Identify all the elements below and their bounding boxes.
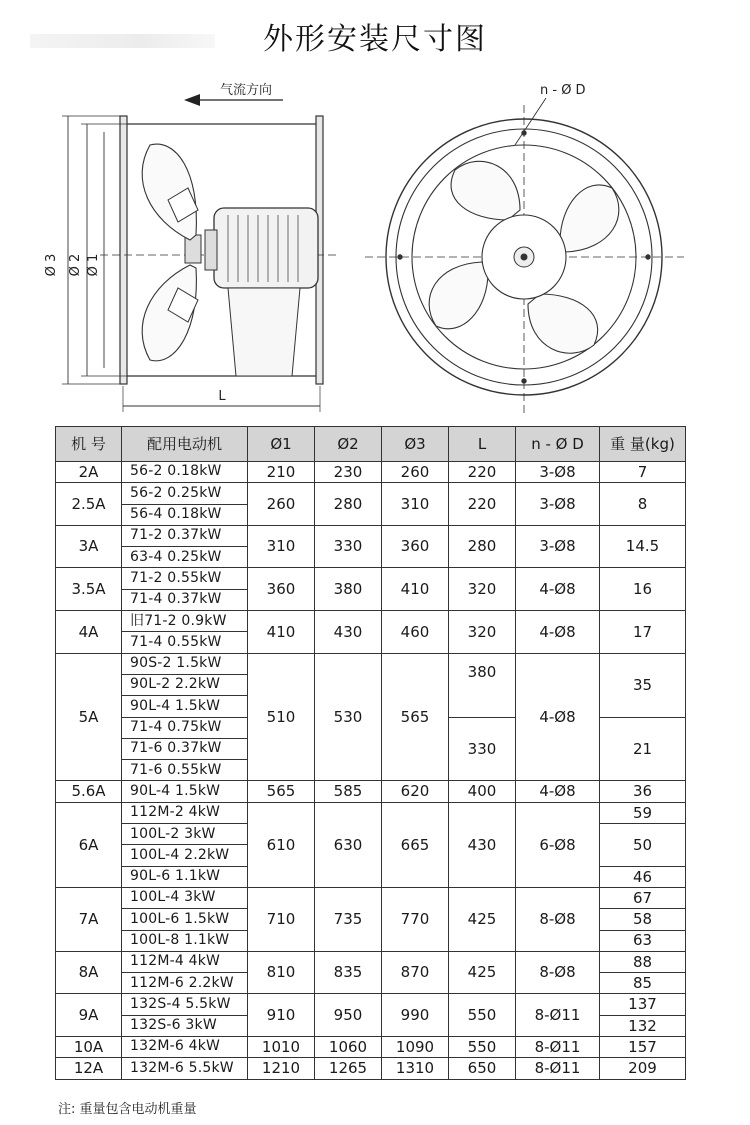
holes-cell: 3-Ø8 [516, 525, 600, 568]
weight-cell: 132 [600, 1015, 686, 1036]
weight-cell: 63 [600, 930, 686, 951]
d2-cell: 630 [315, 802, 382, 887]
d2-cell: 530 [315, 653, 382, 781]
weight-cell: 36 [600, 781, 686, 802]
header-weight: 重 量(kg) [600, 427, 686, 462]
d3-cell: 360 [382, 525, 449, 568]
motor-cell: 112M-2 4kW [122, 802, 248, 823]
d1-cell: 710 [248, 887, 315, 951]
d3-cell: 260 [382, 462, 449, 483]
length-cell: 650 [449, 1058, 516, 1079]
motor-cell: 71-6 0.37kW [122, 738, 248, 759]
d2-cell: 380 [315, 568, 382, 611]
d2-cell: 230 [315, 462, 382, 483]
weight-cell: 58 [600, 909, 686, 930]
motor-cell: 100L-4 2.2kW [122, 845, 248, 866]
table-row [56, 483, 686, 504]
d1-cell: 1210 [248, 1058, 315, 1079]
dim-d1-label: Ø 1 [86, 253, 101, 277]
d3-cell: 460 [382, 611, 449, 654]
holes-cell: 8-Ø11 [516, 1037, 600, 1058]
model-cell: 5A [56, 653, 122, 781]
holes-cell: 8-Ø11 [516, 994, 600, 1037]
length-cell: 320 [449, 568, 516, 611]
motor-cell: 132S-4 5.5kW [122, 994, 248, 1015]
motor-cell: 112M-4 4kW [122, 951, 248, 972]
table-header-row [56, 427, 686, 462]
length-cell: 425 [449, 887, 516, 951]
d3-cell: 1090 [382, 1037, 449, 1058]
holes-cell: 3-Ø8 [516, 462, 600, 483]
model-cell: 5.6A [56, 781, 122, 802]
header-motor: 配用电动机 [122, 427, 248, 462]
motor-cell: 90L-2 2.2kW [122, 674, 248, 695]
d3-cell: 770 [382, 887, 449, 951]
motor-cell: 63-4 0.25kW [122, 547, 248, 568]
d3-cell: 310 [382, 483, 449, 526]
length-cell: 220 [449, 483, 516, 526]
length-cell: 550 [449, 1037, 516, 1058]
motor-cell: 71-4 0.37kW [122, 589, 248, 610]
weight-cell: 137 [600, 994, 686, 1015]
airflow-label: 气流方向 [220, 83, 273, 98]
length-cell: 430 [449, 802, 516, 887]
motor-cell: 132M-6 4kW [122, 1037, 248, 1058]
motor-cell: 100L-6 1.5kW [122, 909, 248, 930]
length-cell: 400 [449, 781, 516, 802]
d1-cell: 360 [248, 568, 315, 611]
page-title: 外形安装尺寸图 [263, 22, 487, 57]
motor-cell: 71-2 0.55kW [122, 568, 248, 589]
model-cell: 3.5A [56, 568, 122, 611]
d1-cell: 260 [248, 483, 315, 526]
holes-cell: 4-Ø8 [516, 653, 600, 781]
weight-cell: 14.5 [600, 525, 686, 568]
motor-cell: 旧71-2 0.9kW [122, 611, 248, 632]
footnote: 注: 重量包含电动机重量 [58, 1102, 197, 1117]
table-row [56, 568, 686, 589]
weight-cell: 157 [600, 1037, 686, 1058]
header-length: L [449, 427, 516, 462]
d1-cell: 310 [248, 525, 315, 568]
airflow-arrow-icon [184, 94, 200, 106]
holes-cell: 4-Ø8 [516, 781, 600, 802]
d2-cell: 280 [315, 483, 382, 526]
weight-cell: 46 [600, 866, 686, 887]
d1-cell: 910 [248, 994, 315, 1037]
d2-cell: 1060 [315, 1037, 382, 1058]
model-cell: 7A [56, 887, 122, 951]
motor-cell: 71-4 0.75kW [122, 717, 248, 738]
model-cell: 3A [56, 525, 122, 568]
d3-cell: 565 [382, 653, 449, 781]
motor-cell: 90L-6 1.1kW [122, 866, 248, 887]
d2-cell: 735 [315, 887, 382, 951]
motor-cell: 100L-4 3kW [122, 887, 248, 908]
holes-cell: 4-Ø8 [516, 611, 600, 654]
motor-cell: 56-4 0.18kW [122, 504, 248, 525]
d3-cell: 620 [382, 781, 449, 802]
d2-cell: 585 [315, 781, 382, 802]
model-cell: 9A [56, 994, 122, 1037]
holes-cell: 4-Ø8 [516, 568, 600, 611]
table-row [56, 887, 686, 908]
motor-cell: 90L-4 1.5kW [122, 781, 248, 802]
weight-cell: 85 [600, 973, 686, 994]
weight-cell: 7 [600, 462, 686, 483]
weight-cell: 209 [600, 1058, 686, 1079]
table-row [56, 611, 686, 632]
header-model: 机 号 [56, 427, 122, 462]
model-cell: 8A [56, 951, 122, 994]
table-row [56, 525, 686, 546]
d2-cell: 950 [315, 994, 382, 1037]
header-holes: n - Ø D [516, 427, 600, 462]
motor-cell: 100L-2 3kW [122, 824, 248, 845]
model-cell: 2.5A [56, 483, 122, 526]
d3-cell: 665 [382, 802, 449, 887]
holes-cell: 8-Ø11 [516, 1058, 600, 1079]
table-row [56, 802, 686, 823]
holes-cell: 8-Ø8 [516, 887, 600, 951]
table-row [56, 1058, 686, 1079]
motor-cell: 56-2 0.25kW [122, 483, 248, 504]
weight-cell: 17 [600, 611, 686, 654]
motor-cell: 56-2 0.18kW [122, 462, 248, 483]
d1-cell: 1010 [248, 1037, 315, 1058]
holes-cell: 3-Ø8 [516, 483, 600, 526]
motor-cell: 112M-6 2.2kW [122, 973, 248, 994]
table-row [56, 951, 686, 972]
motor-cell: 100L-8 1.1kW [122, 930, 248, 951]
hole-spec-label: n - Ø D [540, 83, 586, 98]
holes-cell: 6-Ø8 [516, 802, 600, 887]
d3-cell: 1310 [382, 1058, 449, 1079]
side-view [62, 116, 340, 412]
model-cell: 2A [56, 462, 122, 483]
weight-cell: 88 [600, 951, 686, 972]
length-cell: 330 [449, 717, 516, 781]
dim-d3-label: Ø 3 [44, 253, 59, 277]
d1-cell: 610 [248, 802, 315, 887]
weight-cell: 16 [600, 568, 686, 611]
table-row [56, 781, 686, 802]
holes-cell: 8-Ø8 [516, 951, 600, 994]
length-cell: 550 [449, 994, 516, 1037]
d1-cell: 565 [248, 781, 315, 802]
d3-cell: 870 [382, 951, 449, 994]
length-cell: 220 [449, 462, 516, 483]
d3-cell: 410 [382, 568, 449, 611]
d2-cell: 1265 [315, 1058, 382, 1079]
motor-cell: 132M-6 5.5kW [122, 1058, 248, 1079]
front-view [365, 98, 684, 415]
weight-cell: 59 [600, 802, 686, 823]
model-cell: 6A [56, 802, 122, 887]
length-cell: 380 [449, 653, 516, 717]
motor-cell: 132S-6 3kW [122, 1015, 248, 1036]
weight-cell: 8 [600, 483, 686, 526]
table-row [56, 1037, 686, 1058]
length-cell: 280 [449, 525, 516, 568]
d1-cell: 810 [248, 951, 315, 994]
header-d1: Ø1 [248, 427, 315, 462]
d1-cell: 210 [248, 462, 315, 483]
spec-table [55, 426, 686, 1080]
weight-cell: 35 [600, 653, 686, 717]
table-row [56, 994, 686, 1015]
weight-cell: 21 [600, 717, 686, 781]
length-cell: 320 [449, 611, 516, 654]
motor-cell: 71-6 0.55kW [122, 760, 248, 781]
dim-d2-label: Ø 2 [68, 253, 83, 277]
d1-cell: 410 [248, 611, 315, 654]
d1-cell: 510 [248, 653, 315, 781]
dim-length-label: L [218, 389, 226, 404]
length-cell: 425 [449, 951, 516, 994]
weight-cell: 50 [600, 824, 686, 867]
header-d3: Ø3 [382, 427, 449, 462]
d2-cell: 330 [315, 525, 382, 568]
d3-cell: 990 [382, 994, 449, 1037]
table-row [56, 653, 686, 674]
header-d2: Ø2 [315, 427, 382, 462]
weight-cell: 67 [600, 887, 686, 908]
motor-cell: 71-4 0.55kW [122, 632, 248, 653]
motor-cell: 90S-2 1.5kW [122, 653, 248, 674]
d2-cell: 430 [315, 611, 382, 654]
model-cell: 10A [56, 1037, 122, 1058]
d2-cell: 835 [315, 951, 382, 994]
model-cell: 4A [56, 611, 122, 654]
motor-cell: 71-2 0.37kW [122, 525, 248, 546]
motor-cell: 90L-4 1.5kW [122, 696, 248, 717]
model-cell: 12A [56, 1058, 122, 1079]
table-row [56, 462, 686, 483]
installation-drawing [0, 70, 750, 420]
